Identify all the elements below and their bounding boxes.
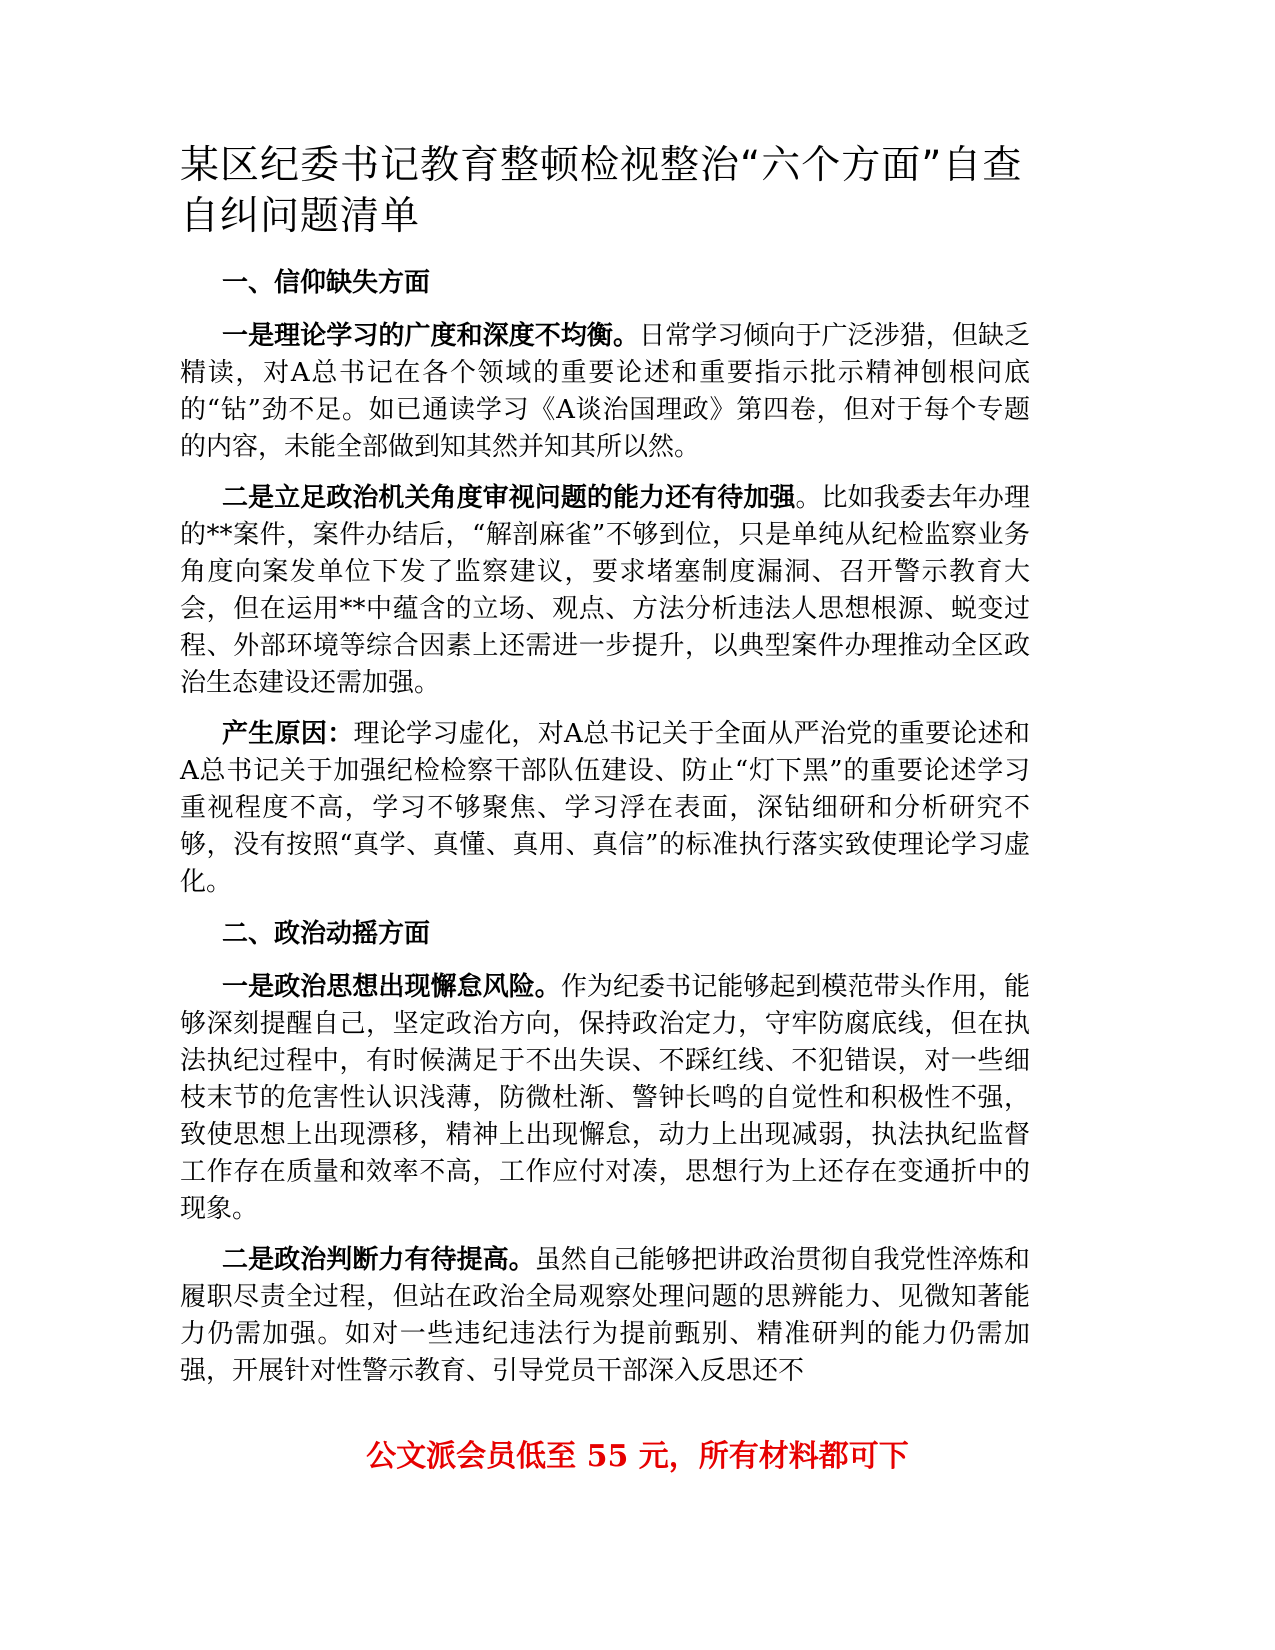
paragraph-text: 日常学习倾向于广泛涉猎，但缺乏精读，对A总书记在各个领域的重要论述和重要指示批示精神刨根问底的“钻”劲不足。如已通读学习《A谈治国理政》第四卷，但对于每个专题的内容，未能全部做到知其然并知其所以然。 <box>180 321 1030 462</box>
paragraph-lead: 一是政治思想出现懈怠风险。 <box>222 972 561 1002</box>
paragraph-text: 虽然自己能够把讲政治贯彻自我党性淬炼和履职尽责全过程，但站在政治全局观察处理问题的思辨能力、见微知著能力仍需加强。如对一些违纪违法行为提前甄别、精准研判的能力仍需加强，开展针对性警示教育、引导党员干部深入反思还不 <box>180 1245 1030 1386</box>
section-heading-political: 二、政治动摇方面 <box>222 919 431 949</box>
paragraph-text: 。比如我委去年办理的**案件，案件办结后，“解剖麻雀”不够到位，只是单纯从纪检监察业务角度向案发单位下发了监察建议，要求堵塞制度漏洞、召开警示教育大会，但在运用**中蕴含的立场、观点、方法分析违法人思想根源、蜕变过程、外部环境等综合因素上还需进一步提升，以典型案件办理推动全区政治生态建设还需加强。 <box>180 483 1030 698</box>
paragraph-text: 作为纪委书记能够起到模范带头作用，能够深刻提醒自己，坚定政治方向，保持政治定力，守牢防腐底线，但在执法执纪过程中，有时候满足于不出失误、不踩红线、不犯错误，对一些细枝末节的危害性认识浅薄，防微杜渐、警钟长鸣的自觉性和积极性不强，致使思想上出现漂移，精神上出现懈怠，动力上出现减弱，执法执纪监督工作存在质量和效率不高，工作应付对凑，思想行为上还存在变通折中的现象。 <box>180 972 1030 1224</box>
paragraph-lead: 二是立足政治机关角度审视问题的能力还有待加强 <box>222 483 796 513</box>
paragraph-lead: 一是理论学习的广度和深度不均衡。 <box>222 321 640 351</box>
document-title: 某区纪委书记教育整顿检视整治“六个方面”自查自纠问题清单 <box>180 143 1023 239</box>
paragraph-theory-study <box>180 318 1030 466</box>
paragraph-lead: 产生原因： <box>222 719 354 749</box>
paragraph-political-judgment <box>180 1242 1030 1390</box>
paragraph-text: 理论学习虚化，对A总书记关于全面从严治党的重要论述和A总书记关于加强纪检检察干部队伍建设、防止“灯下黑”的重要论述学习重视程度不高，学习不够聚焦、学习浮在表面，深钻细研和分析研究不够，没有按照“真学、真懂、真用、真信”的标准执行落实致使理论学习虚化。 <box>180 719 1030 897</box>
document-page <box>180 140 1030 1404</box>
paragraph-political-perspective <box>180 480 1030 702</box>
paragraph-lead: 二是政治判断力有待提高。 <box>222 1245 535 1275</box>
paragraph-slackness-risk <box>180 969 1030 1228</box>
promo-banner: 公文派会员低至 55 元，所有材料都可下 <box>366 1439 909 1474</box>
section-heading-belief: 一、信仰缺失方面 <box>222 268 431 298</box>
paragraph-causes <box>180 716 1030 901</box>
